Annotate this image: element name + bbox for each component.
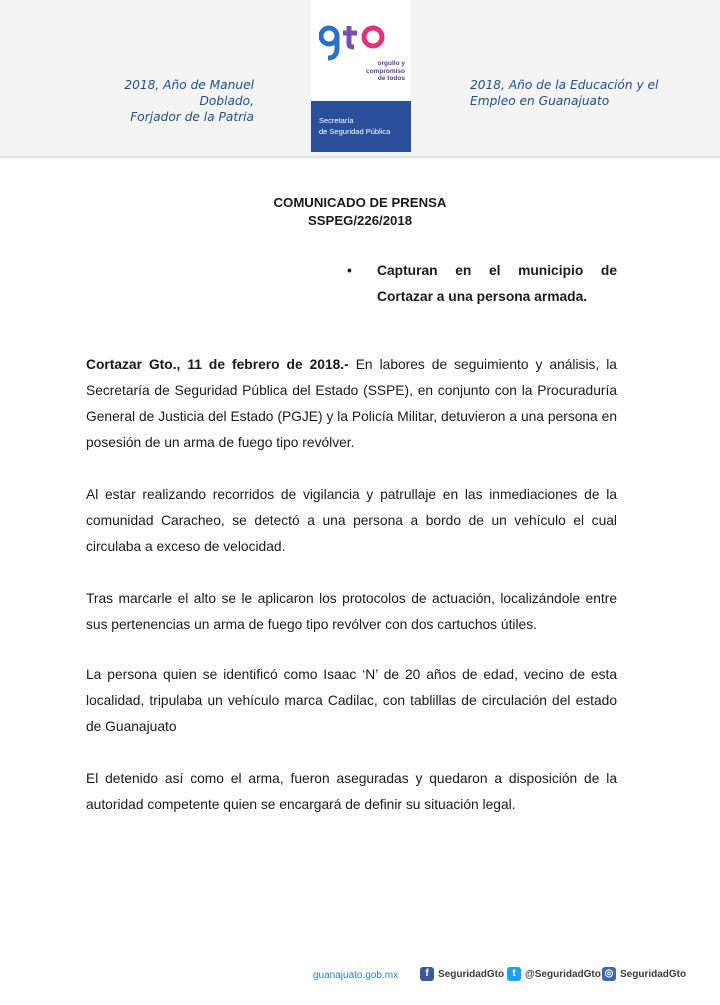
left-motto	[86, 77, 254, 125]
document-code: SSPEG/226/2018	[307, 213, 413, 228]
paragraph-1	[86, 352, 617, 456]
paragraph-3: Tras marcarle el alto se le aplicaron los protocolos de actuación, localizándole entre sus pertenencias un arma de fuego tipo revólver con dos cartuchos útiles.	[86, 591, 617, 632]
right-motto-line-1: 2018, Año de la Educación y el	[470, 78, 659, 92]
agency-line-1: Secretaría	[319, 116, 354, 125]
facebook-link[interactable]	[420, 967, 504, 981]
instagram-icon: ◎	[602, 967, 616, 981]
left-motto-line-1: 2018, Año de Manuel Doblado,	[124, 78, 254, 108]
headline-bullet	[347, 258, 617, 310]
bullet-icon: •	[347, 263, 352, 278]
gto-logo	[311, 0, 411, 152]
agency-label	[311, 101, 411, 152]
facebook-handle: SeguridadGto	[438, 968, 505, 980]
right-motto-line-2: Empleo en Guanajuato	[470, 94, 610, 108]
document-title: COMUNICADO DE PRENSA	[273, 195, 447, 210]
twitter-handle: @SeguridadGto	[525, 968, 601, 980]
headline-text: Capturan en el municipio de Cortazar a una persona armada.	[377, 263, 617, 304]
slogan-line-3: de todos	[377, 75, 405, 82]
right-motto	[470, 77, 670, 109]
facebook-icon: f	[420, 967, 434, 981]
slogan-line-2: compromiso	[365, 67, 405, 75]
press-release-heading	[0, 194, 720, 230]
paragraph-2: Al estar realizando recorridos de vigilancia y patrullaje en las inmediaciones de la comunidad Caracheo, se detectó a una persona a bordo de un vehículo el cual circulaba a exceso de velocidad.	[86, 487, 617, 554]
footer-url[interactable]: guanajuato.gob.mx	[313, 970, 399, 981]
logo-slogan	[349, 60, 405, 83]
instagram-link[interactable]	[602, 967, 686, 981]
twitter-icon: t	[507, 967, 521, 981]
left-motto-line-2: Forjador de la Patria	[130, 110, 254, 124]
twitter-link[interactable]	[507, 967, 601, 981]
dateline: Cortazar Gto., 11 de febrero de 2018.-	[86, 357, 349, 372]
paragraph-1-text: En labores de seguimiento y análisis, la Secretaría de Seguridad Pública del Estado (SSPE), en conjunto con la Procuraduría General de Justicia del Estado (PGJE) y la Policía Militar, detuvieron a una persona en posesión de un arma de fuego tipo revólver.	[86, 357, 617, 450]
paragraph-4: La persona quien se identificó como Isaac ‘N’ de 20 años de edad, vecino de esta localidad, tripulaba un vehículo marca Cadilac, con tablillas de circulación del estado de Guanajuato	[86, 667, 617, 734]
gto-wordmark-icon	[319, 22, 389, 62]
paragraph-5: El detenido así como el arma, fueron aseguradas y quedaron a disposición de la autoridad competente quien se encargará de definir su situación legal.	[86, 771, 617, 812]
instagram-handle: SeguridadGto	[620, 968, 687, 980]
slogan-line-1: orgullo y	[377, 60, 405, 67]
letterhead-divider	[0, 156, 720, 160]
agency-line-2: de Seguridad Pública	[319, 127, 391, 136]
